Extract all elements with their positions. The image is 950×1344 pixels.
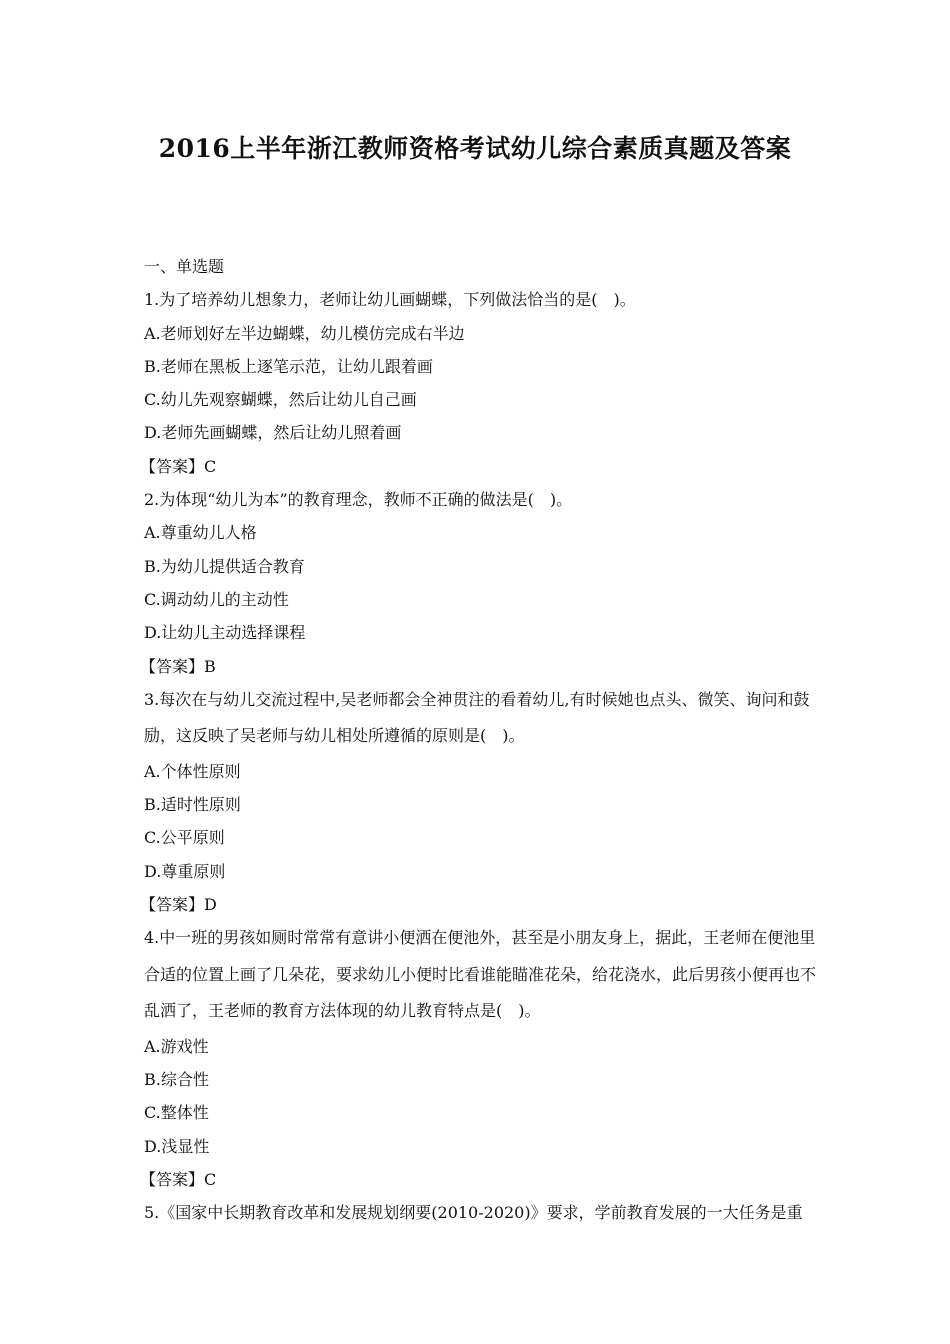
question-3-option-c: C.公平原则 bbox=[144, 828, 225, 848]
question-3-option-a: A.个体性原则 bbox=[144, 761, 241, 781]
question-2-option-a: A.尊重幼儿人格 bbox=[144, 523, 257, 543]
question-2-answer: 【答案】B bbox=[140, 656, 216, 676]
question-1-option-b: B.老师在黑板上逐笔示范，让幼儿跟着画 bbox=[144, 356, 433, 376]
question-1-answer: 【答案】C bbox=[140, 456, 217, 476]
question-3-option-d: D.尊重原则 bbox=[144, 861, 226, 881]
document-title: 2016上半年浙江教师资格考试幼儿综合素质真题及答案 bbox=[158, 134, 792, 163]
section-heading: 一、单选题 bbox=[144, 257, 225, 276]
question-4-option-c: C.整体性 bbox=[144, 1103, 209, 1123]
question-3-text: 3.每次在与幼儿交流过程中,吴老师都会全神贯注的看着幼儿,有时候她也点头、微笑、询问和鼓励，这反映了吴老师与幼儿相处所遵循的原则是( )。 bbox=[144, 689, 810, 746]
question-4-text: 4.中一班的男孩如厕时常常有意讲小便洒在便池外，甚至是小朋友身上，据此，王老师在便池里合适的位置上画了几朵花，要求幼儿小便时比看谁能瞄准花朵，给花浇水，此后男孩小便再也不乱洒了，王老师的教育方法体现的幼儿教育特点是( )。 bbox=[144, 928, 817, 1021]
question-2-option-d: D.让幼儿主动选择课程 bbox=[144, 623, 306, 643]
question-1-option-a: A.老师划好左半边蝴蝶，幼儿模仿完成右半边 bbox=[144, 323, 465, 343]
question-1-text: 1.为了培养幼儿想象力，老师让幼儿画蝴蝶，下列做法恰当的是( )。 bbox=[144, 290, 636, 310]
document-body bbox=[140, 250, 824, 1230]
question-3-answer: 【答案】D bbox=[140, 895, 217, 915]
question-1-option-c: C.幼儿先观察蝴蝶，然后让幼儿自己画 bbox=[144, 390, 417, 410]
question-2-option-c: C.调动幼儿的主动性 bbox=[144, 589, 289, 609]
question-4-answer: 【答案】C bbox=[140, 1170, 217, 1190]
question-2-option-b: B.为幼儿提供适合教育 bbox=[144, 556, 305, 576]
question-4-option-a: A.游戏性 bbox=[144, 1036, 209, 1056]
question-4-option-d: D.浅显性 bbox=[144, 1136, 210, 1156]
question-2-text: 2.为体现“幼儿为本”的教育理念，教师不正确的做法是( )。 bbox=[144, 490, 573, 510]
question-4-option-b: B.综合性 bbox=[144, 1070, 209, 1090]
question-1-option-d: D.老师先画蝴蝶，然后让幼儿照着画 bbox=[144, 423, 402, 443]
question-5-text: 5.《国家中长期教育改革和发展规划纲要(2010-2020)》要求，学前教育发展的一大任务是重 bbox=[144, 1203, 803, 1223]
question-3-option-b: B.适时性原则 bbox=[144, 795, 241, 815]
